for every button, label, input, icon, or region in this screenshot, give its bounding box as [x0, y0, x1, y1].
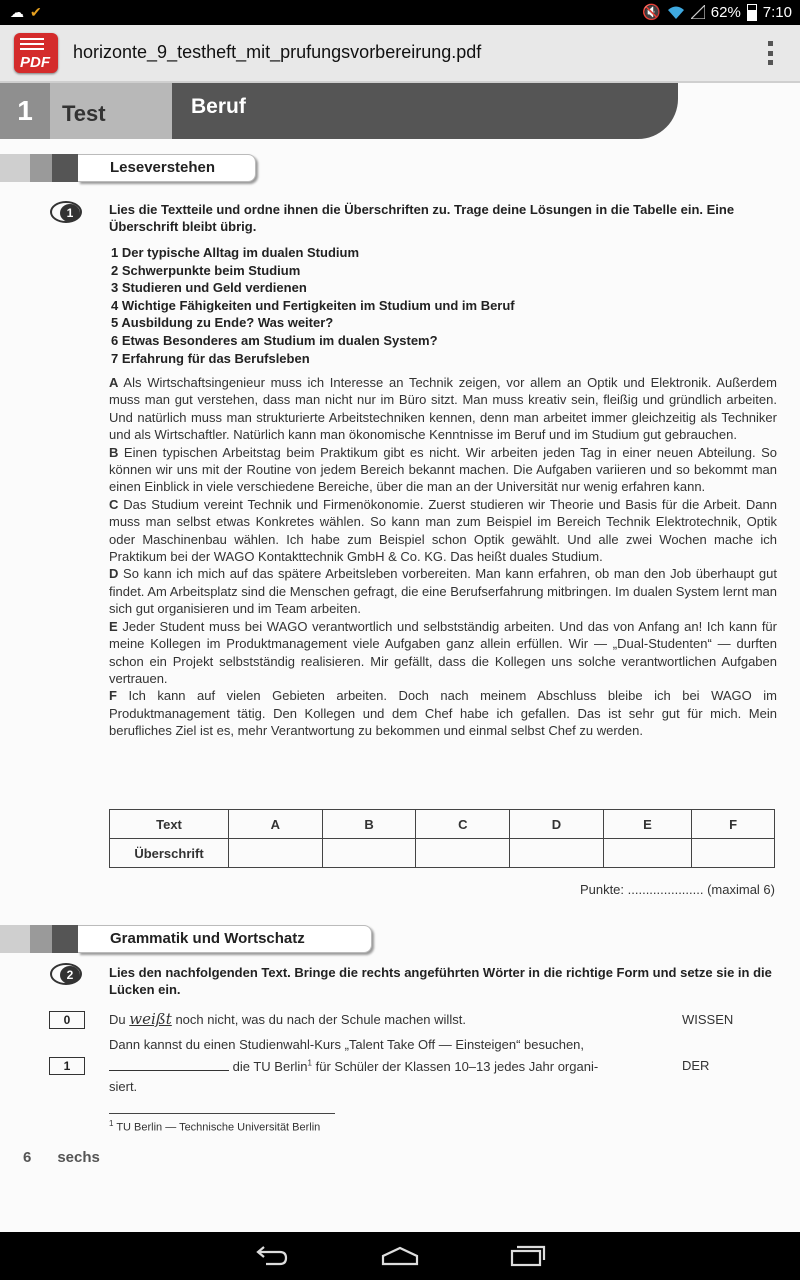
text-paragraph: C Das Studium vereint Technik und Firmenökonomie. Zuerst studieren wir Theorie und Basis für die Arbeit. Dann muss man selbst etwas Konkretes wählen. So kann man zum Beispiel im Bereich Technik Elektrotechnik, Optik oder Maschinenbau wählen. Ich habe zum Beispiel schon Optik gewählt. Und alle zwei Wochen mache ich Praktikum bei der WAGO Kontakttechnik GmbH & Co. KG. Das heißt duales Studium.	[109, 496, 777, 565]
exercise-line-0: Du weißt noch nicht, was du nach der Schule machen willst.	[109, 1010, 466, 1028]
pdf-logo-text: PDF	[20, 54, 50, 71]
answer-cell	[416, 839, 510, 868]
battery-icon	[747, 4, 757, 21]
task-instruction: Lies die Textteile und ordne ihnen die Überschriften zu. Trage deine Lösungen in die Tabelle ein. Eine Überschrift bleibt übrig.	[109, 202, 735, 234]
footnote-rule	[109, 1113, 335, 1114]
section-title: Leseverstehen	[78, 154, 256, 182]
line-number-box: 0	[49, 1011, 85, 1029]
word-hint: DER	[682, 1058, 710, 1073]
recent-apps-button[interactable]	[498, 1232, 558, 1280]
word-hint: WISSEN	[682, 1012, 734, 1027]
table-column-header: F	[692, 810, 775, 839]
document-page[interactable]	[0, 83, 800, 1232]
line-number-box: 1	[49, 1057, 85, 1075]
signal-icon	[691, 5, 705, 19]
back-icon	[254, 1246, 290, 1266]
overflow-menu-icon[interactable]	[768, 41, 774, 65]
table-column-header: E	[603, 810, 691, 839]
heading-item: 6 Etwas Besonderes am Studium im dualen System?	[111, 332, 438, 348]
heading-item: 2 Schwerpunkte beim Studium	[111, 262, 301, 278]
answer-cell	[322, 839, 416, 868]
battery-percent: 62%	[710, 3, 741, 21]
points-line: Punkte: ..................... (maximal 6)	[579, 882, 775, 897]
chapter-label: Test	[50, 83, 172, 139]
chapter-number: 1	[0, 83, 50, 139]
exercise-line-1-end: siert.	[109, 1079, 138, 1094]
home-icon	[381, 1246, 419, 1266]
clock: 7:10	[762, 3, 792, 21]
table-row-label: Überschrift	[110, 839, 229, 868]
page-number-word: sechs	[57, 1149, 100, 1166]
answer-cell	[692, 839, 775, 868]
handwritten-answer: weißt	[129, 1010, 172, 1028]
text-paragraph: F Ich kann auf vielen Gebieten arbeiten. Doch nach meinem Abschluss bleibe ich bei WAGO im Produktmanagement tätig. Den Kollegen und dem Chef habe ich gefallen. Das ist sehr gut für mich. Mein berufliches Ziel ist es, mehr Verantwortung zu bekommen und einmal selbst Chef zu werden.	[109, 688, 777, 739]
chapter-banner	[0, 83, 678, 139]
heading-item: 5 Ausbildung zu Ende? Was weiter?	[111, 315, 334, 331]
task-number-badge: 2	[50, 963, 82, 985]
task-number-badge: 1	[50, 201, 82, 223]
section-header-leseverstehen	[0, 154, 256, 182]
back-button[interactable]	[242, 1232, 302, 1280]
page-footer	[23, 1149, 100, 1166]
exercise-line-1-intro: Dann kannst du einen Studienwahl-Kurs „Talent Take Off — Einsteigen“ besuchen,	[109, 1037, 585, 1052]
answer-blank	[109, 1058, 229, 1071]
footnote: $^1$ TU Berlin — Technische Universität Berlin	[109, 1119, 321, 1134]
chat-notification-icon: ☁	[10, 4, 24, 20]
mute-icon: 🔇	[642, 4, 661, 21]
table-column-header: C	[416, 810, 510, 839]
text-paragraph: D So kann ich mich auf das spätere Arbeitsleben vorbereiten. Man kann erfahren, ob man den Job überhaupt gut findet. Am Arbeitsplatz sind die Menschen gefragt, die eine Berufserfahrung mitbringen. Im dualen System lernt man sich gut organisieren und im Team arbeiten.	[109, 566, 777, 617]
heading-item: 1 Der typische Alltag im dualen Studium	[111, 245, 360, 260]
exercise-line-1: die TU Berlin$^1$ für Schüler der Klassen 10–13 jedes Jahr organi-	[109, 1058, 598, 1074]
text-paragraph: A Als Wirtschaftsingenieur muss ich Interesse an Technik zeigen, vor allem an Optik und Elektronik. Außerdem muss man gut verstehen, dass man nicht nur im Büro sitzt. Man muss kreativ sein, fleißig und gründlich arbeiten. Und natürlich muss man strukturierte Arbeitstechniken kennen, denn man arbeitet immer gleichzeitig als Techniker und als Wirtschaftler. Natürlich kann man ökonomische Kenntnisse im Beruf und im Studium gut gebrauchen.	[109, 375, 777, 443]
answer-cell	[510, 839, 604, 868]
text-paragraph: E Jeder Student muss bei WAGO verantwortlich und selbstständig arbeiten. Und das von Anfang an! Ich kann für meine Kollegen im Produktmanagement viele Aufgaben ganz allein erfüllen. Wir — „Dual-Studenten“ — durften schon ein Projekt selbstständig realisieren. Mir gefällt, dass die Kollegen uns solche verantwortlichen Aufgaben vertrauen.	[109, 618, 777, 686]
recent-apps-icon	[510, 1245, 546, 1267]
navigation-bar	[0, 1232, 800, 1280]
wifi-icon	[667, 5, 685, 19]
text-paragraph: B Einen typischen Arbeitstag beim Praktikum gibt es nicht. Wir arbeiten jeden Tag in einer neuen Abteilung. So können wir uns mit der Routine von jedem Bereich bekannt machen. Die Aufgaben variieren und so bekommt man einen Einblick in viele verschiedene Bereiche, über die man an der Universität nur wenig erfahren kann.	[109, 444, 777, 495]
section-header-grammatik	[0, 925, 372, 953]
document-title: horizonte_9_testheft_mit_prufungsvorbereirung.pdf	[73, 42, 482, 62]
heading-item: 4 Wichtige Fähigkeiten und Fertigkeiten im Studium und im Beruf	[111, 297, 515, 313]
task-instruction: Lies den nachfolgenden Text. Bringe die rechts angeführten Wörter in die richtige Form und setze sie in die Lücken ein.	[109, 965, 772, 997]
headings-list	[111, 244, 515, 367]
app-bar	[0, 25, 800, 83]
table-column-header: B	[322, 810, 416, 839]
status-bar	[0, 0, 800, 25]
reading-texts	[109, 374, 777, 740]
table-column-header: D	[510, 810, 604, 839]
home-button[interactable]	[370, 1232, 430, 1280]
pdf-app-icon[interactable]	[14, 33, 58, 73]
heading-item: 3 Studieren und Geld verdienen	[111, 280, 307, 296]
heading-item: 7 Erfahrung für das Berufsleben	[111, 350, 310, 366]
answer-table	[109, 809, 775, 868]
answer-cell	[603, 839, 691, 868]
table-row-label: Text	[110, 810, 229, 839]
table-column-header: A	[229, 810, 323, 839]
check-notification-icon: ✔	[30, 4, 42, 20]
chapter-title: Beruf	[191, 95, 246, 118]
page-number: 6	[23, 1149, 32, 1166]
answer-cell	[229, 839, 323, 868]
section-title: Grammatik und Wortschatz	[78, 925, 372, 953]
